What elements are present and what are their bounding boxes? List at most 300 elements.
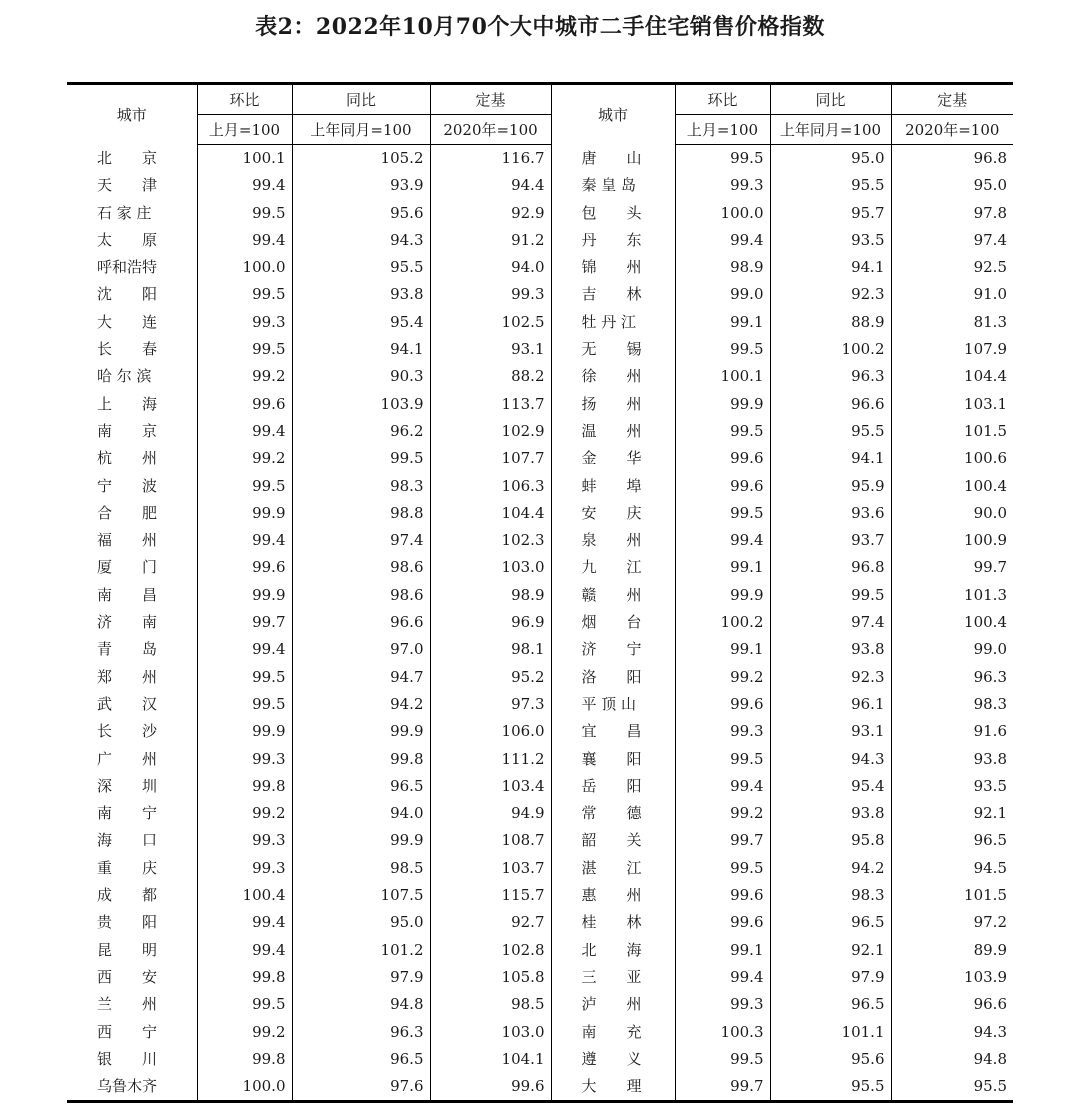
base-value-left: 99.3 [430, 281, 551, 308]
mom-value-left: 99.4 [197, 172, 292, 199]
yoy-value-right: 95.8 [770, 827, 891, 854]
city-name-left: 哈 尔 滨 [97, 367, 152, 386]
yoy-value-right: 94.2 [770, 855, 891, 882]
yoy-value-left: 98.6 [292, 582, 430, 609]
base-value-left: 97.3 [430, 691, 551, 718]
yoy-value-right: 99.5 [770, 582, 891, 609]
table-row [67, 827, 1013, 854]
mom-value-left: 99.5 [197, 664, 292, 691]
yoy-value-left: 98.3 [292, 473, 430, 500]
base-value-right: 89.9 [891, 937, 1013, 964]
yoy-value-right: 96.5 [770, 991, 891, 1018]
base-value-left: 94.0 [430, 254, 551, 281]
city-name-right: 韶 关 [551, 827, 675, 854]
table-row [67, 855, 1013, 882]
base-value-right: 104.4 [891, 363, 1013, 390]
yoy-value-right: 93.7 [770, 527, 891, 554]
base-value-right: 98.3 [891, 691, 1013, 718]
city-name-right: 襄 阳 [551, 746, 675, 773]
header-yoy-sub-right: 上年同月=100 [770, 115, 891, 145]
table-row [67, 882, 1013, 909]
mom-value-right: 99.1 [675, 309, 770, 336]
city-name-right: 丹 东 [551, 227, 675, 254]
base-value-left: 102.8 [430, 937, 551, 964]
city-name-left: 成 都 [97, 886, 158, 905]
yoy-value-left: 103.9 [292, 391, 430, 418]
city-name-left: 南 昌 [97, 585, 158, 604]
city-name-right: 惠 州 [551, 882, 675, 909]
city-name-right: 锦 州 [551, 254, 675, 281]
city-name-right: 扬 州 [551, 391, 675, 418]
header-base-left: 定基 [430, 84, 551, 115]
yoy-value-right: 93.6 [770, 500, 891, 527]
city-name-right: 遵 义 [551, 1046, 675, 1073]
yoy-value-left: 93.8 [292, 281, 430, 308]
yoy-value-right: 95.6 [770, 1046, 891, 1073]
city-name-right: 大 理 [551, 1073, 675, 1102]
price-index-table [67, 82, 1013, 1103]
table-row [67, 991, 1013, 1018]
yoy-value-left: 95.4 [292, 309, 430, 336]
city-name-left: 青 岛 [97, 640, 158, 659]
mom-value-left: 99.8 [197, 1046, 292, 1073]
yoy-value-right: 96.1 [770, 691, 891, 718]
base-value-right: 103.9 [891, 964, 1013, 991]
yoy-value-right: 96.3 [770, 363, 891, 390]
table-row [67, 1073, 1013, 1102]
base-value-left: 99.6 [430, 1073, 551, 1102]
yoy-value-left: 101.2 [292, 937, 430, 964]
city-name-left: 合 肥 [97, 503, 158, 522]
city-name-left: 呼和浩特 [97, 258, 158, 277]
base-value-right: 96.3 [891, 664, 1013, 691]
header-yoy-right: 同比 [770, 84, 891, 115]
base-value-right: 99.0 [891, 636, 1013, 663]
mom-value-left: 99.2 [197, 363, 292, 390]
base-value-right: 101.5 [891, 418, 1013, 445]
yoy-value-left: 99.5 [292, 445, 430, 472]
yoy-value-right: 93.1 [770, 718, 891, 745]
yoy-value-right: 101.1 [770, 1019, 891, 1046]
base-value-right: 95.0 [891, 172, 1013, 199]
mom-value-right: 99.6 [675, 691, 770, 718]
city-name-right: 赣 州 [551, 582, 675, 609]
base-value-left: 113.7 [430, 391, 551, 418]
base-value-left: 103.0 [430, 1019, 551, 1046]
yoy-value-left: 94.8 [292, 991, 430, 1018]
yoy-value-left: 98.8 [292, 500, 430, 527]
mom-value-right: 99.6 [675, 473, 770, 500]
city-name-left: 银 川 [97, 1049, 158, 1068]
mom-value-left: 99.5 [197, 473, 292, 500]
table-row [67, 281, 1013, 308]
yoy-value-right: 95.0 [770, 145, 891, 173]
header-base-sub-right: 2020年=100 [891, 115, 1013, 145]
mom-value-right: 99.4 [675, 227, 770, 254]
table-row [67, 445, 1013, 472]
header-mom-sub-left: 上月=100 [197, 115, 292, 145]
base-value-right: 101.5 [891, 882, 1013, 909]
base-value-left: 116.7 [430, 145, 551, 173]
base-value-left: 108.7 [430, 827, 551, 854]
yoy-value-left: 95.5 [292, 254, 430, 281]
mom-value-left: 99.5 [197, 336, 292, 363]
yoy-value-left: 96.3 [292, 1019, 430, 1046]
base-value-left: 98.1 [430, 636, 551, 663]
city-name-left: 武 汉 [97, 694, 158, 713]
header-mom-sub-right: 上月=100 [675, 115, 770, 145]
mom-value-left: 99.9 [197, 500, 292, 527]
header-yoy-left: 同比 [292, 84, 430, 115]
city-name-left: 兰 州 [97, 995, 158, 1014]
base-value-left: 92.7 [430, 909, 551, 936]
city-name-left: 西 安 [97, 967, 158, 986]
mom-value-left: 99.7 [197, 609, 292, 636]
base-value-left: 88.2 [430, 363, 551, 390]
city-name-right: 秦 皇 岛 [551, 172, 675, 199]
yoy-value-left: 97.0 [292, 636, 430, 663]
base-value-left: 104.4 [430, 500, 551, 527]
mom-value-right: 99.7 [675, 1073, 770, 1102]
mom-value-right: 99.6 [675, 445, 770, 472]
city-name-right: 南 充 [551, 1019, 675, 1046]
yoy-value-left: 105.2 [292, 145, 430, 173]
mom-value-right: 99.5 [675, 500, 770, 527]
city-name-right: 牡 丹 江 [551, 309, 675, 336]
header-city-left: 城市 [116, 106, 147, 125]
mom-value-left: 99.2 [197, 800, 292, 827]
table-row [67, 746, 1013, 773]
mom-value-left: 99.6 [197, 391, 292, 418]
yoy-value-right: 92.3 [770, 281, 891, 308]
yoy-value-right: 95.5 [770, 418, 891, 445]
city-name-right: 宜 昌 [551, 718, 675, 745]
mom-value-right: 100.2 [675, 609, 770, 636]
yoy-value-left: 98.6 [292, 554, 430, 581]
yoy-value-left: 90.3 [292, 363, 430, 390]
mom-value-right: 100.3 [675, 1019, 770, 1046]
base-value-left: 102.9 [430, 418, 551, 445]
city-name-right: 北 海 [551, 937, 675, 964]
base-value-right: 97.8 [891, 200, 1013, 227]
mom-value-right: 99.5 [675, 145, 770, 173]
yoy-value-right: 95.4 [770, 773, 891, 800]
table-body [67, 145, 1013, 1102]
city-name-right: 温 州 [551, 418, 675, 445]
city-name-left: 福 州 [97, 531, 158, 550]
yoy-value-right: 92.3 [770, 664, 891, 691]
yoy-value-right: 94.3 [770, 746, 891, 773]
base-value-right: 91.0 [891, 281, 1013, 308]
mom-value-right: 99.2 [675, 800, 770, 827]
header-base-sub-left: 2020年=100 [430, 115, 551, 145]
base-value-right: 107.9 [891, 336, 1013, 363]
mom-value-right: 100.0 [675, 200, 770, 227]
city-name-left: 长 沙 [97, 722, 158, 741]
mom-value-left: 99.5 [197, 281, 292, 308]
city-name-left: 上 海 [97, 394, 158, 413]
base-value-right: 99.7 [891, 554, 1013, 581]
city-name-right: 蚌 埠 [551, 473, 675, 500]
city-name-left: 大 连 [97, 312, 158, 331]
city-name-left: 郑 州 [97, 667, 158, 686]
mom-value-right: 99.3 [675, 172, 770, 199]
city-name-right: 济 宁 [551, 636, 675, 663]
yoy-value-left: 94.7 [292, 664, 430, 691]
mom-value-right: 99.9 [675, 582, 770, 609]
table-row [67, 800, 1013, 827]
city-name-left: 贵 阳 [97, 913, 158, 932]
mom-value-right: 99.4 [675, 964, 770, 991]
table-row [67, 1046, 1013, 1073]
table-row [67, 773, 1013, 800]
base-value-right: 94.8 [891, 1046, 1013, 1073]
mom-value-right: 99.6 [675, 909, 770, 936]
mom-value-left: 99.4 [197, 937, 292, 964]
base-value-right: 94.3 [891, 1019, 1013, 1046]
base-value-right: 90.0 [891, 500, 1013, 527]
header-mom-left: 环比 [197, 84, 292, 115]
yoy-value-right: 88.9 [770, 309, 891, 336]
base-value-right: 97.2 [891, 909, 1013, 936]
city-name-left: 重 庆 [97, 858, 158, 877]
table-row [67, 309, 1013, 336]
city-name-left: 太 原 [97, 230, 158, 249]
yoy-value-left: 94.0 [292, 800, 430, 827]
mom-value-left: 99.2 [197, 445, 292, 472]
base-value-left: 106.3 [430, 473, 551, 500]
base-value-left: 106.0 [430, 718, 551, 745]
yoy-value-right: 95.9 [770, 473, 891, 500]
yoy-value-left: 99.9 [292, 827, 430, 854]
city-name-left: 广 州 [97, 749, 158, 768]
base-value-right: 92.1 [891, 800, 1013, 827]
base-value-left: 102.5 [430, 309, 551, 336]
city-name-right: 徐 州 [551, 363, 675, 390]
mom-value-left: 99.8 [197, 773, 292, 800]
city-name-right: 泸 州 [551, 991, 675, 1018]
base-value-left: 103.7 [430, 855, 551, 882]
mom-value-left: 99.4 [197, 227, 292, 254]
city-name-left: 深 圳 [97, 776, 158, 795]
base-value-right: 96.5 [891, 827, 1013, 854]
city-name-left: 海 口 [97, 831, 158, 850]
header-yoy-sub-left: 上年同月=100 [292, 115, 430, 145]
yoy-value-left: 97.6 [292, 1073, 430, 1102]
city-name-right: 常 德 [551, 800, 675, 827]
yoy-value-left: 97.9 [292, 964, 430, 991]
city-name-left: 乌鲁木齐 [97, 1077, 158, 1096]
city-name-right: 岳 阳 [551, 773, 675, 800]
yoy-value-right: 97.9 [770, 964, 891, 991]
mom-value-left: 99.4 [197, 636, 292, 663]
table-row [67, 500, 1013, 527]
yoy-value-right: 98.3 [770, 882, 891, 909]
base-value-right: 96.6 [891, 991, 1013, 1018]
table-row [67, 554, 1013, 581]
table-title: 表2：2022年10月70个大中城市二手住宅销售价格指数 [255, 14, 825, 40]
mom-value-right: 98.9 [675, 254, 770, 281]
base-value-right: 93.8 [891, 746, 1013, 773]
base-value-right: 95.5 [891, 1073, 1013, 1102]
city-name-left: 杭 州 [97, 449, 158, 468]
yoy-value-left: 98.5 [292, 855, 430, 882]
city-name-right: 三 亚 [551, 964, 675, 991]
yoy-value-right: 95.5 [770, 1073, 891, 1102]
city-name-left: 宁 波 [97, 476, 158, 495]
yoy-value-left: 95.0 [292, 909, 430, 936]
base-value-right: 96.8 [891, 145, 1013, 173]
mom-value-right: 99.5 [675, 336, 770, 363]
city-name-left: 长 春 [97, 340, 158, 359]
table-row [67, 691, 1013, 718]
base-value-left: 104.1 [430, 1046, 551, 1073]
yoy-value-left: 107.5 [292, 882, 430, 909]
yoy-value-left: 93.9 [292, 172, 430, 199]
mom-value-right: 99.3 [675, 718, 770, 745]
yoy-value-right: 93.5 [770, 227, 891, 254]
table-row [67, 363, 1013, 390]
base-value-right: 103.1 [891, 391, 1013, 418]
mom-value-left: 99.3 [197, 746, 292, 773]
yoy-value-left: 96.2 [292, 418, 430, 445]
city-name-left: 沈 阳 [97, 285, 158, 304]
table-row [67, 473, 1013, 500]
city-name-left: 厦 门 [97, 558, 158, 577]
mom-value-left: 99.3 [197, 827, 292, 854]
base-value-left: 102.3 [430, 527, 551, 554]
base-value-right: 100.6 [891, 445, 1013, 472]
yoy-value-right: 92.1 [770, 937, 891, 964]
table-row [67, 664, 1013, 691]
table-row [67, 582, 1013, 609]
mom-value-right: 99.3 [675, 991, 770, 1018]
base-value-left: 94.9 [430, 800, 551, 827]
yoy-value-right: 93.8 [770, 636, 891, 663]
base-value-left: 98.5 [430, 991, 551, 1018]
yoy-value-right: 96.6 [770, 391, 891, 418]
table-row [67, 336, 1013, 363]
city-name-right: 桂 林 [551, 909, 675, 936]
table-row [67, 718, 1013, 745]
city-name-right: 九 江 [551, 554, 675, 581]
mom-value-right: 99.9 [675, 391, 770, 418]
mom-value-right: 99.5 [675, 855, 770, 882]
city-name-right: 湛 江 [551, 855, 675, 882]
city-name-left: 南 宁 [97, 804, 158, 823]
base-value-right: 92.5 [891, 254, 1013, 281]
yoy-value-right: 96.8 [770, 554, 891, 581]
yoy-value-right: 100.2 [770, 336, 891, 363]
city-name-right: 唐 山 [551, 145, 675, 173]
yoy-value-right: 93.8 [770, 800, 891, 827]
mom-value-left: 100.1 [197, 145, 292, 173]
base-value-right: 100.4 [891, 473, 1013, 500]
table-row [67, 609, 1013, 636]
city-name-right: 洛 阳 [551, 664, 675, 691]
base-value-left: 107.7 [430, 445, 551, 472]
mom-value-right: 99.1 [675, 636, 770, 663]
city-name-right: 平 顶 山 [551, 691, 675, 718]
base-value-left: 93.1 [430, 336, 551, 363]
table-row [67, 254, 1013, 281]
base-value-left: 95.2 [430, 664, 551, 691]
mom-value-left: 99.6 [197, 554, 292, 581]
city-name-right: 吉 林 [551, 281, 675, 308]
city-name-right: 无 锡 [551, 336, 675, 363]
city-name-right: 包 头 [551, 200, 675, 227]
mom-value-right: 99.4 [675, 773, 770, 800]
base-value-right: 81.3 [891, 309, 1013, 336]
base-value-left: 103.4 [430, 773, 551, 800]
mom-value-left: 100.0 [197, 1073, 292, 1102]
city-name-right: 安 庆 [551, 500, 675, 527]
yoy-value-left: 94.3 [292, 227, 430, 254]
mom-value-left: 99.4 [197, 527, 292, 554]
city-name-left: 石 家 庄 [97, 203, 152, 222]
mom-value-left: 99.5 [197, 691, 292, 718]
yoy-value-left: 99.8 [292, 746, 430, 773]
base-value-left: 98.9 [430, 582, 551, 609]
mom-value-right: 99.5 [675, 1046, 770, 1073]
yoy-value-right: 95.5 [770, 172, 891, 199]
table-row [67, 391, 1013, 418]
yoy-value-right: 94.1 [770, 254, 891, 281]
city-name-right: 泉 州 [551, 527, 675, 554]
mom-value-left: 100.4 [197, 882, 292, 909]
yoy-value-left: 96.5 [292, 773, 430, 800]
city-name-left: 济 南 [97, 613, 158, 632]
mom-value-left: 99.2 [197, 1019, 292, 1046]
table-row [67, 1019, 1013, 1046]
city-name-left: 天 津 [97, 176, 158, 195]
yoy-value-left: 99.9 [292, 718, 430, 745]
base-value-left: 111.2 [430, 746, 551, 773]
base-value-right: 101.3 [891, 582, 1013, 609]
base-value-right: 93.5 [891, 773, 1013, 800]
yoy-value-left: 94.1 [292, 336, 430, 363]
city-name-right: 烟 台 [551, 609, 675, 636]
base-value-right: 94.5 [891, 855, 1013, 882]
mom-value-right: 99.5 [675, 746, 770, 773]
base-value-right: 97.4 [891, 227, 1013, 254]
base-value-left: 94.4 [430, 172, 551, 199]
mom-value-right: 99.5 [675, 418, 770, 445]
mom-value-left: 99.5 [197, 200, 292, 227]
city-name-right: 金 华 [551, 445, 675, 472]
base-value-left: 92.9 [430, 200, 551, 227]
table-row [67, 937, 1013, 964]
table-row [67, 636, 1013, 663]
table-row [67, 145, 1013, 173]
mom-value-right: 99.6 [675, 882, 770, 909]
yoy-value-left: 96.6 [292, 609, 430, 636]
table-row [67, 964, 1013, 991]
mom-value-left: 99.9 [197, 582, 292, 609]
mom-value-left: 99.4 [197, 418, 292, 445]
base-value-left: 96.9 [430, 609, 551, 636]
header-mom-right: 环比 [675, 84, 770, 115]
yoy-value-right: 97.4 [770, 609, 891, 636]
table-row [67, 909, 1013, 936]
table-row [67, 527, 1013, 554]
mom-value-right: 99.4 [675, 527, 770, 554]
mom-value-right: 100.1 [675, 363, 770, 390]
city-name-left: 南 京 [97, 421, 158, 440]
yoy-value-left: 94.2 [292, 691, 430, 718]
base-value-right: 91.6 [891, 718, 1013, 745]
mom-value-left: 99.3 [197, 855, 292, 882]
